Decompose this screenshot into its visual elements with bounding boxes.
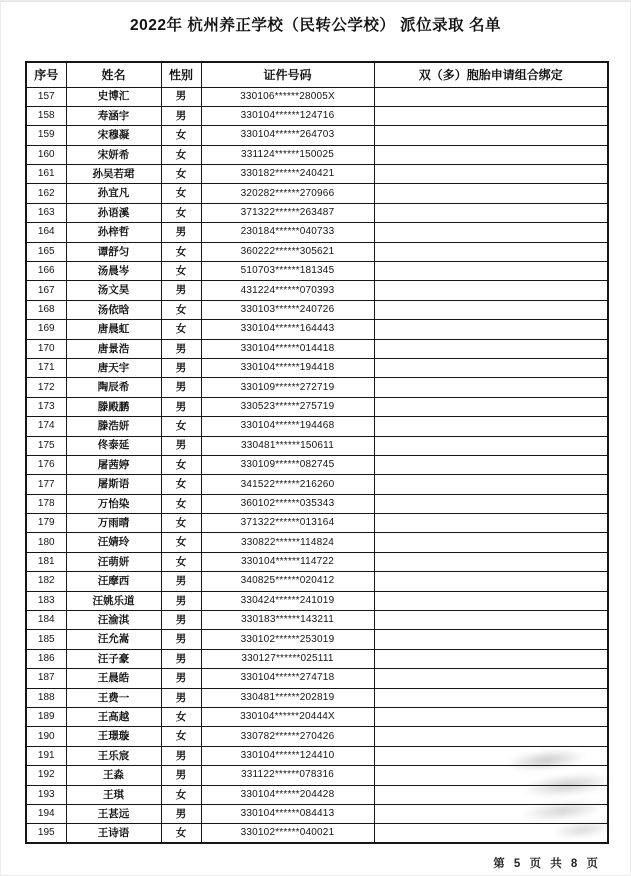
cell-name: 王高越	[66, 708, 161, 727]
cell-twin	[374, 475, 608, 494]
cell-id: 360222******305621	[201, 242, 374, 261]
cell-twin	[374, 262, 608, 281]
cell-twin	[374, 766, 608, 785]
table-row	[26, 514, 608, 533]
cell-id: 371322******013164	[201, 514, 374, 533]
cell-seq: 158	[26, 106, 66, 125]
cell-gender: 女	[161, 708, 201, 727]
cell-gender: 女	[161, 203, 201, 222]
table-row	[26, 494, 608, 513]
cell-gender: 女	[161, 514, 201, 533]
cell-gender: 男	[161, 669, 201, 688]
table-row	[26, 358, 608, 377]
cell-seq: 189	[26, 708, 66, 727]
cell-twin	[374, 242, 608, 261]
cell-id: 330182******240421	[201, 165, 374, 184]
cell-name: 汪渝淇	[66, 611, 161, 630]
cell-twin	[374, 165, 608, 184]
cell-id: 510703******181345	[201, 262, 374, 281]
cell-name: 王诗语	[66, 824, 161, 843]
cell-name: 孙吴若珺	[66, 165, 161, 184]
cell-name: 唐景浩	[66, 339, 161, 358]
table-row	[26, 455, 608, 474]
cell-twin	[374, 145, 608, 164]
cell-id: 320282******270966	[201, 184, 374, 203]
cell-twin	[374, 300, 608, 319]
cell-seq: 164	[26, 223, 66, 242]
cell-seq: 176	[26, 455, 66, 474]
table-row	[26, 708, 608, 727]
cell-twin	[374, 339, 608, 358]
cell-gender: 男	[161, 358, 201, 377]
cell-name: 汪姚乐道	[66, 591, 161, 610]
cell-name: 王晨皓	[66, 669, 161, 688]
cell-gender: 女	[161, 552, 201, 571]
cell-seq: 188	[26, 688, 66, 707]
cell-gender: 男	[161, 106, 201, 125]
table-row	[26, 785, 608, 804]
admission-table	[25, 61, 609, 844]
cell-id: 330104******274718	[201, 669, 374, 688]
cell-name: 王淼	[66, 766, 161, 785]
cell-gender: 男	[161, 630, 201, 649]
cell-id: 330127******025111	[201, 649, 374, 668]
cell-twin	[374, 514, 608, 533]
cell-id: 230184******040733	[201, 223, 374, 242]
cell-seq: 194	[26, 804, 66, 823]
cell-name: 汪萌妍	[66, 552, 161, 571]
cell-name: 王璟璇	[66, 727, 161, 746]
column-header-name: 姓名	[66, 62, 161, 87]
cell-gender: 女	[161, 184, 201, 203]
cell-gender: 男	[161, 378, 201, 397]
cell-gender: 男	[161, 766, 201, 785]
cell-seq: 175	[26, 436, 66, 455]
cell-id: 371322******263487	[201, 203, 374, 222]
cell-id: 431224******070393	[201, 281, 374, 300]
cell-name: 唐天宇	[66, 358, 161, 377]
cell-id: 330109******272719	[201, 378, 374, 397]
cell-id: 330106******28005X	[201, 87, 374, 106]
table-row	[26, 242, 608, 261]
cell-twin	[374, 533, 608, 552]
cell-gender: 女	[161, 785, 201, 804]
cell-name: 汪摩西	[66, 572, 161, 591]
cell-gender: 女	[161, 727, 201, 746]
table-row	[26, 804, 608, 823]
cell-seq: 174	[26, 417, 66, 436]
cell-id: 330104******264703	[201, 126, 374, 145]
table-header-row	[26, 62, 608, 87]
cell-twin	[374, 184, 608, 203]
cell-name: 汤依晗	[66, 300, 161, 319]
cell-twin	[374, 320, 608, 339]
cell-twin	[374, 552, 608, 571]
cell-gender: 女	[161, 242, 201, 261]
table-row	[26, 203, 608, 222]
cell-name: 王琪	[66, 785, 161, 804]
cell-gender: 女	[161, 300, 201, 319]
cell-seq: 166	[26, 262, 66, 281]
cell-twin	[374, 126, 608, 145]
cell-seq: 169	[26, 320, 66, 339]
cell-gender: 男	[161, 746, 201, 765]
cell-name: 汪允嵩	[66, 630, 161, 649]
column-header-gender: 性别	[161, 62, 201, 87]
table-row	[26, 630, 608, 649]
table-row	[26, 145, 608, 164]
cell-name: 王甚远	[66, 804, 161, 823]
cell-id: 330523******275719	[201, 397, 374, 416]
cell-gender: 女	[161, 455, 201, 474]
cell-name: 万怡染	[66, 494, 161, 513]
cell-seq: 177	[26, 475, 66, 494]
cell-id: 330104******114722	[201, 552, 374, 571]
table-row	[26, 746, 608, 765]
cell-twin	[374, 417, 608, 436]
cell-id: 331122******078316	[201, 766, 374, 785]
table-row	[26, 727, 608, 746]
cell-name: 汤晨岑	[66, 262, 161, 281]
cell-gender: 男	[161, 804, 201, 823]
cell-id: 330104******20444X	[201, 708, 374, 727]
cell-twin	[374, 397, 608, 416]
cell-twin	[374, 804, 608, 823]
table-row	[26, 688, 608, 707]
cell-seq: 168	[26, 300, 66, 319]
cell-twin	[374, 223, 608, 242]
cell-name: 屠茜婷	[66, 455, 161, 474]
table-row	[26, 165, 608, 184]
table-body	[26, 87, 608, 843]
cell-gender: 男	[161, 397, 201, 416]
cell-seq: 193	[26, 785, 66, 804]
table-row	[26, 552, 608, 571]
cell-gender: 女	[161, 475, 201, 494]
cell-seq: 195	[26, 824, 66, 843]
cell-id: 330109******082745	[201, 455, 374, 474]
cell-name: 史博汇	[66, 87, 161, 106]
cell-name: 陶辰希	[66, 378, 161, 397]
cell-gender: 男	[161, 87, 201, 106]
cell-twin	[374, 785, 608, 804]
cell-id: 330104******084413	[201, 804, 374, 823]
cell-seq: 171	[26, 358, 66, 377]
cell-seq: 181	[26, 552, 66, 571]
cell-seq: 191	[26, 746, 66, 765]
cell-gender: 女	[161, 320, 201, 339]
cell-name: 佟泰延	[66, 436, 161, 455]
cell-id: 340825******020412	[201, 572, 374, 591]
cell-name: 孙梓哲	[66, 223, 161, 242]
cell-twin	[374, 106, 608, 125]
cell-name: 王费一	[66, 688, 161, 707]
cell-seq: 162	[26, 184, 66, 203]
table-row	[26, 824, 608, 843]
cell-seq: 180	[26, 533, 66, 552]
cell-gender: 女	[161, 417, 201, 436]
cell-twin	[374, 358, 608, 377]
table-row	[26, 184, 608, 203]
cell-id: 330822******114824	[201, 533, 374, 552]
table-row	[26, 281, 608, 300]
table-row	[26, 262, 608, 281]
page-number: 第 5 页 共 8 页	[493, 858, 601, 870]
cell-seq: 165	[26, 242, 66, 261]
table-row	[26, 572, 608, 591]
cell-seq: 173	[26, 397, 66, 416]
cell-seq: 192	[26, 766, 66, 785]
cell-id: 330104******194418	[201, 358, 374, 377]
cell-name: 王乐宸	[66, 746, 161, 765]
cell-gender: 女	[161, 533, 201, 552]
cell-id: 330103******240726	[201, 300, 374, 319]
table-row	[26, 300, 608, 319]
cell-id: 330424******241019	[201, 591, 374, 610]
cell-twin	[374, 203, 608, 222]
cell-gender: 女	[161, 494, 201, 513]
cell-seq: 167	[26, 281, 66, 300]
cell-seq: 157	[26, 87, 66, 106]
cell-twin	[374, 688, 608, 707]
cell-seq: 172	[26, 378, 66, 397]
cell-twin	[374, 611, 608, 630]
cell-twin	[374, 649, 608, 668]
cell-twin	[374, 591, 608, 610]
cell-twin	[374, 708, 608, 727]
cell-id: 330104******204428	[201, 785, 374, 804]
cell-name: 汪婧玲	[66, 533, 161, 552]
cell-seq: 190	[26, 727, 66, 746]
table-row	[26, 766, 608, 785]
cell-gender: 女	[161, 824, 201, 843]
table-row	[26, 611, 608, 630]
cell-seq: 184	[26, 611, 66, 630]
cell-name: 汤文昊	[66, 281, 161, 300]
page-title: 2022年 杭州养正学校（民转公学校） 派位录取 名单	[130, 17, 501, 34]
cell-gender: 男	[161, 591, 201, 610]
cell-twin	[374, 630, 608, 649]
table-row	[26, 126, 608, 145]
cell-id: 330104******124410	[201, 746, 374, 765]
cell-id: 330183******143211	[201, 611, 374, 630]
cell-id: 341522******216260	[201, 475, 374, 494]
cell-id: 330102******040021	[201, 824, 374, 843]
cell-gender: 女	[161, 126, 201, 145]
cell-twin	[374, 727, 608, 746]
table-row	[26, 417, 608, 436]
table-row	[26, 339, 608, 358]
cell-id: 330481******150611	[201, 436, 374, 455]
cell-name: 宋穆凝	[66, 126, 161, 145]
column-header-seq: 序号	[26, 62, 66, 87]
table-row	[26, 533, 608, 552]
cell-seq: 179	[26, 514, 66, 533]
cell-gender: 女	[161, 262, 201, 281]
column-header-id: 证件号码	[201, 62, 374, 87]
cell-name: 万雨晴	[66, 514, 161, 533]
cell-gender: 男	[161, 649, 201, 668]
cell-gender: 男	[161, 611, 201, 630]
cell-twin	[374, 572, 608, 591]
cell-twin	[374, 746, 608, 765]
cell-twin	[374, 455, 608, 474]
table-row	[26, 591, 608, 610]
cell-twin	[374, 87, 608, 106]
cell-id: 330481******202819	[201, 688, 374, 707]
cell-id: 360102******035343	[201, 494, 374, 513]
cell-id: 330104******124716	[201, 106, 374, 125]
column-header-twin: 双（多）胞胎申请组合绑定	[374, 62, 608, 87]
cell-name: 孙宜凡	[66, 184, 161, 203]
cell-name: 孙语溪	[66, 203, 161, 222]
cell-name: 唐晨虹	[66, 320, 161, 339]
cell-name: 宋妍希	[66, 145, 161, 164]
cell-id: 330104******164443	[201, 320, 374, 339]
cell-name: 汪子豪	[66, 649, 161, 668]
cell-id: 330782******270426	[201, 727, 374, 746]
table-row	[26, 669, 608, 688]
cell-gender: 男	[161, 223, 201, 242]
cell-twin	[374, 281, 608, 300]
cell-twin	[374, 669, 608, 688]
cell-id: 330102******253019	[201, 630, 374, 649]
cell-seq: 185	[26, 630, 66, 649]
table-row	[26, 87, 608, 106]
cell-seq: 170	[26, 339, 66, 358]
cell-seq: 178	[26, 494, 66, 513]
table-row	[26, 378, 608, 397]
table-row	[26, 397, 608, 416]
cell-seq: 183	[26, 591, 66, 610]
cell-twin	[374, 378, 608, 397]
cell-seq: 160	[26, 145, 66, 164]
cell-twin	[374, 824, 608, 843]
cell-id: 330104******014418	[201, 339, 374, 358]
cell-seq: 186	[26, 649, 66, 668]
table-row	[26, 106, 608, 125]
cell-twin	[374, 436, 608, 455]
cell-name: 谭舒匀	[66, 242, 161, 261]
cell-seq: 163	[26, 203, 66, 222]
cell-seq: 182	[26, 572, 66, 591]
cell-gender: 男	[161, 572, 201, 591]
cell-seq: 159	[26, 126, 66, 145]
cell-name: 滕浩妍	[66, 417, 161, 436]
cell-name: 屠斯语	[66, 475, 161, 494]
cell-gender: 男	[161, 281, 201, 300]
cell-twin	[374, 494, 608, 513]
cell-id: 331124******150025	[201, 145, 374, 164]
cell-name: 滕殿鹏	[66, 397, 161, 416]
table-row	[26, 436, 608, 455]
cell-seq: 187	[26, 669, 66, 688]
cell-seq: 161	[26, 165, 66, 184]
table-row	[26, 223, 608, 242]
table-row	[26, 320, 608, 339]
cell-name: 寿涵宇	[66, 106, 161, 125]
cell-id: 330104******194468	[201, 417, 374, 436]
cell-gender: 男	[161, 688, 201, 707]
table-row	[26, 649, 608, 668]
cell-gender: 男	[161, 436, 201, 455]
cell-gender: 男	[161, 339, 201, 358]
cell-gender: 女	[161, 165, 201, 184]
cell-gender: 女	[161, 145, 201, 164]
table-row	[26, 475, 608, 494]
